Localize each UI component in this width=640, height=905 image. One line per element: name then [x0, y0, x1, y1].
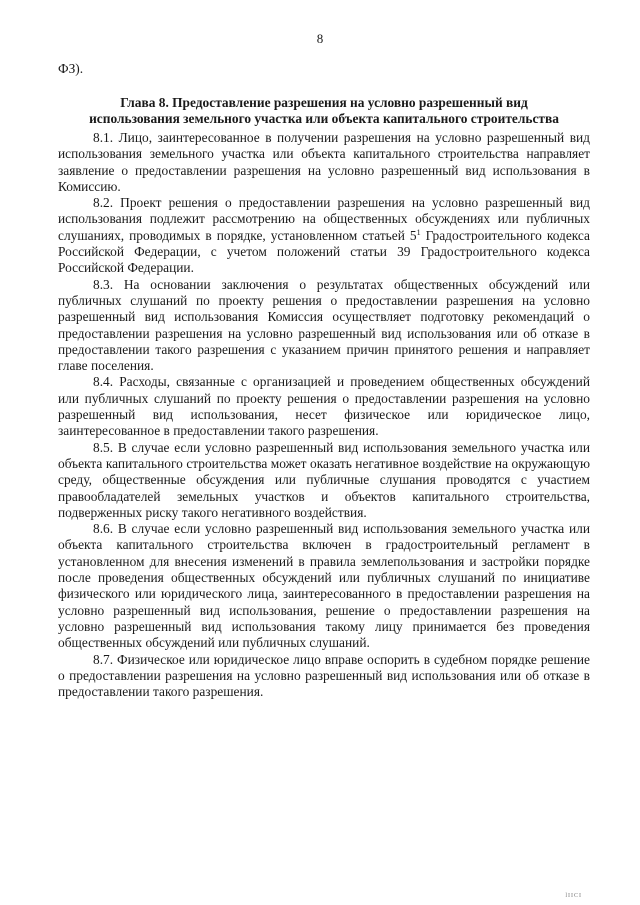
page-number: 8 — [316, 31, 324, 46]
chapter-title-line-1: Глава 8. Предоставление разрешения на условно разрешенный вид — [120, 95, 528, 110]
paragraph-8-4: 8.4. Расходы, связанные с организацией и проведением общественных обсуждений или публичных слушаний по проекту решения о предоставлении разрешения на условно разрешенный вид использования, несет физическое или юридическое лицо, заинтересованное в предоставлении такого разрешения. — [58, 374, 590, 439]
tail-text: ФЗ). — [58, 61, 84, 76]
chapter-title-line-2: использования земельного участка или объекта капитального строительства — [89, 111, 559, 126]
paragraph-8-5: 8.5. В случае если условно разрешенный вид использования земельного участка или объекта капитального строительства может оказать негативное воздействие на окружающую среду, общественные обсуждения или публичные слушания проводятся с участием правообладателей земельных участков и объектов капитального строительства, подверженных риску такого негативного воздействия. — [58, 439, 590, 520]
paragraph-8-2-text-after: Градостроительного кодекса Российской Федерации, с учетом положений статьи 39 Градостроительного кодекса Российской Федерации. — [58, 227, 590, 276]
chapter-body — [58, 130, 590, 700]
corner-mark: lIICI — [565, 893, 582, 899]
paragraph-8-7: 8.7. Физическое или юридическое лицо вправе оспорить в судебном порядке решение о предоставлении разрешения на условно разрешенный вид использования или об отказе в предоставлении такого разрешения. — [58, 651, 590, 700]
article-superscript: 1 — [416, 227, 421, 237]
paragraph-8-6: 8.6. В случае если условно разрешенный вид использования земельного участка или объекта капитального строительства включен в градостроительный регламент в установленном для внесения изменений в правила землепользования и застройки порядке после проведения общественных обсуждений или публичных слушаний по инициативе физического или юридического лица, заинтересованного в предоставлении разрешения на условно разрешенный вид использования, решение о предоставлении разрешения на условно разрешенный вид использования такому лицу принимается без проведения общественных обсуждений или публичных слушаний. — [58, 521, 590, 651]
previous-page-tail — [58, 61, 590, 77]
paragraph-8-2-text-before: 8.2. Проект решения о предоставлении разрешения на условно разрешенный вид использования подлежит рассмотрению на общественных обсуждениях или публичных слушаниях, проводимых в порядке, установленном статьей 5 — [58, 195, 590, 243]
chapter-title — [58, 95, 590, 127]
paragraph-8-2 — [58, 195, 590, 276]
paragraph-8-1: 8.1. Лицо, заинтересованное в получении разрешения на условно разрешенный вид использования земельного участка или объекта капитального строительства направляет заявление о предоставлении разрешения на условно разрешенный вид использования в Комиссию. — [58, 130, 590, 194]
paragraph-8-3: 8.3. На основании заключения о результатах общественных обсуждений или публичных слушаний по проекту решения о предоставлении разрешения на условно разрешенный вид использования Комиссия осуществляет подготовку рекомендаций о предоставлении разрешения на условно разрешенный вид использования или об отказе в предоставлении такого разрешения с указанием причин принятого решения и направляет главе поселения. — [58, 276, 590, 374]
